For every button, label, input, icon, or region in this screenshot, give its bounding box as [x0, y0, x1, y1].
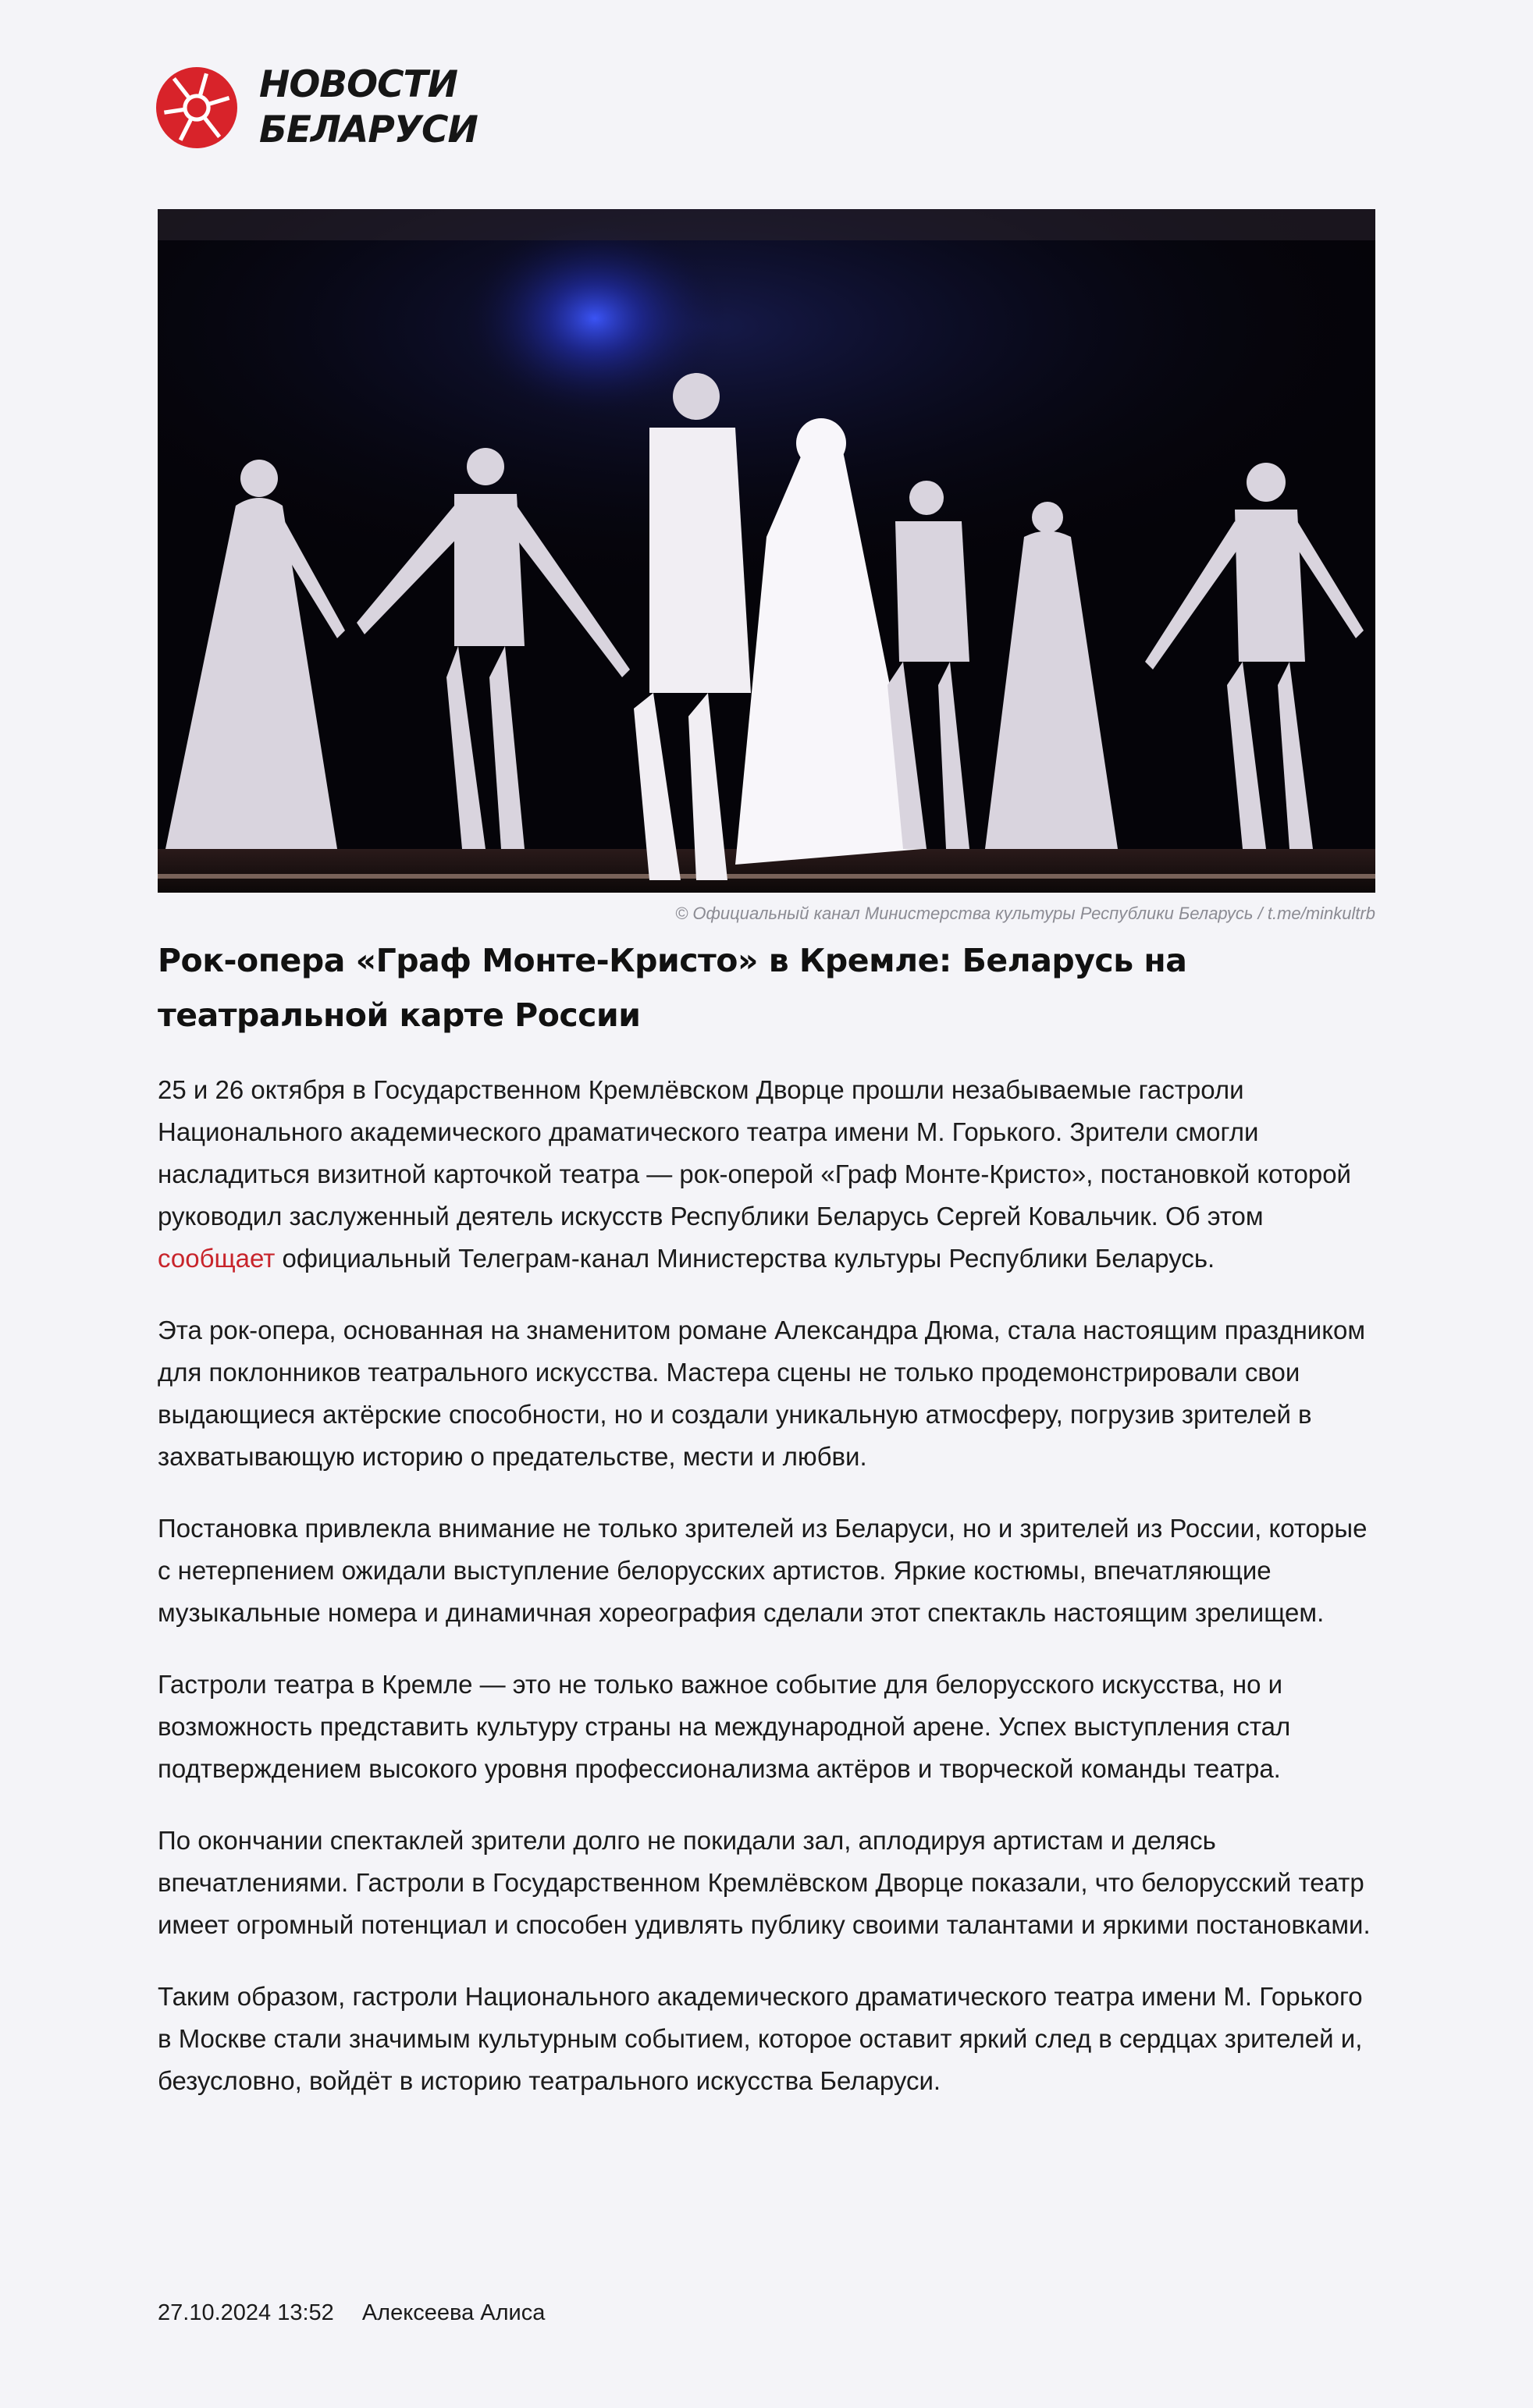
article-paragraph-4: Гастроли театра в Кремле — это не только важное событие для белорусского искусства, но и возможность представить культуру страны на международной арене. Успех выступления стал подтверждением высокого уровня профессионализма актёров и творческой команды театра. [158, 1670, 1291, 1783]
photo-caption: © Официальный канал Министерства культуры Республики Беларусь / t.me/minkultrb [675, 904, 1375, 923]
logo-line-2: БЕЛАРУСИ [259, 108, 478, 151]
article-meta [158, 2300, 567, 2326]
article-paragraph-5: По окончании спектаклей зрители долго не покидали зал, аплодируя артистам и делясь впечатлениями. Гастроли в Государственном Кремлёвском Дворце показали, что белорусский театр имеет огромный потенциал и способен удивлять публику своими талантами и яркими постановками. [158, 1826, 1371, 1939]
logo-wordmark [259, 62, 478, 153]
site-logo[interactable] [156, 62, 478, 153]
theater-stage-photo-icon [158, 209, 1375, 893]
paragraph-1-text-end: официальный Телеграм-канал Министерства культуры Республики Беларусь. [275, 1244, 1215, 1273]
article-body [158, 1069, 1375, 2132]
article-paragraph-1 [158, 1069, 1375, 1280]
publish-datetime: 27.10.2024 13:52 [158, 2300, 334, 2325]
article-paragraph-3: Постановка привлекла внимание не только зрителей из Беларуси, но и зрителей из России, которые с нетерпением ожидали выступление белорусских артистов. Яркие костюмы, впечатляющие музыкальные номера и динамичная хореография сделали этот спектакль настоящим зрелищем. [158, 1514, 1368, 1627]
article-paragraph-6: Таким образом, гастроли Национального академического драматического театра имени М. Горького в Москве стали значимым культурным событием, которое оставит яркий след в сердцах зрителей и, безусловно, войдёт в историю театрального искусства Беларуси. [158, 1982, 1363, 2095]
hero-photo [158, 209, 1375, 893]
aperture-logo-icon [156, 67, 237, 148]
author-name: Алексеева Алиса [361, 2300, 546, 2325]
article-paragraph-2: Эта рок-опера, основанная на знаменитом романе Александра Дюма, стала настоящим праздником для поклонников театрального искусства. Мастера сцены не только продемонстрировали свои выдающиеся актёрские способности, но и создали уникальную атмосферу, погрузив зрителей в захватывающую историю о предательстве, мести и любви. [158, 1316, 1366, 1471]
article-title: Рок-опера «Граф Монте-Кристо» в Кремле: Беларусь на театральной карте России [158, 942, 1187, 1034]
paragraph-1-text-start: 25 и 26 октября в Государственном Кремлёвском Дворце прошли незабываемые гастроли Национального академического драматического театра имени М. Горького. Зрители смогли насладиться визитной карточкой театра — рок-оперой «Граф Монте-Кристо», постановкой которой руководил заслуженный деятель искусств Республики Беларусь Сергей Ковальчик. Об этом [158, 1075, 1351, 1231]
source-link[interactable]: сообщает [158, 1244, 276, 1273]
logo-line-1: НОВОСТИ [259, 63, 457, 106]
